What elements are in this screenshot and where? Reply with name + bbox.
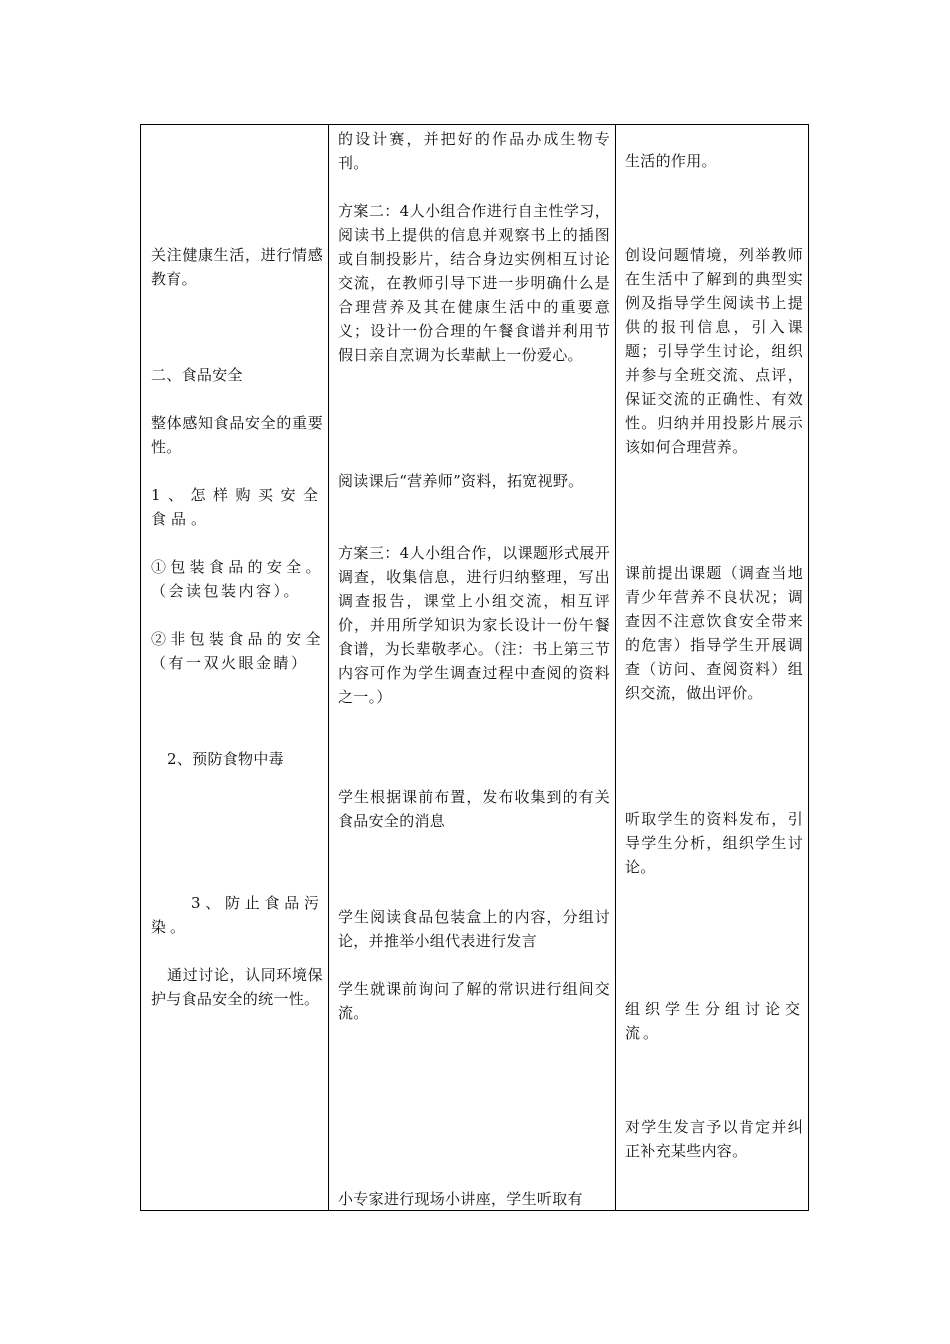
col2-read-nutritionist: 阅读课后“营养师”资料，拓宽视野。: [338, 472, 584, 490]
col1-item-3: 3、防止食品污染。: [151, 894, 323, 936]
col2-expert-lecture: 小专家进行现场小讲座，学生听取有: [338, 1190, 583, 1208]
col2-group-exchange: 学生就课前询问了解的常识进行组间交流。: [338, 980, 610, 1022]
col3-listen-guide: 听取学生的资料发布，引导学生分析，组织学生讨论。: [625, 810, 803, 876]
col3-propose-topic: 课前提出课题（调查当地青少年营养不良状况；调查因不注意饮食安全带来的危害）指导学生开展调查（访问、查阅资料）组织交流，做出评价。: [625, 564, 803, 702]
col3-affirm-correct: 对学生发言予以肯定并纠正补充某些内容。: [625, 1118, 803, 1160]
col1-item-1: 1、怎样购买安全食品。: [151, 486, 323, 528]
lesson-plan-table: [140, 124, 809, 1211]
col3-organize-discussion: 组织学生分组讨论交流。: [625, 1000, 803, 1042]
col2-read-packaging: 学生阅读食品包装盒上的内容，分组讨论，并推举小组代表进行发言: [338, 908, 610, 950]
col2-plan-three: 方案三：4人小组合作，以课题形式展开调查，收集信息，进行归纳整理，写出调查报告，课堂上小组交流，相互评价，并用所学知识为家长设计一份午餐食谱，为长辈敬孝心。（注：书上第三节内容可作为学生调查过程中查阅的资料之一。）: [338, 544, 610, 706]
col2-design-contest: 的设计赛，并把好的作品办成生物专刊。: [338, 130, 610, 172]
col1-item-2: 2、预防食物中毒: [167, 750, 284, 768]
col1-overall-perception: 整体感知食品安全的重要性。: [151, 414, 323, 456]
column-divider-1: [328, 125, 329, 1210]
col3-life-role: 生活的作用。: [625, 152, 717, 170]
col1-packaged-food: ①包装食品的安全。（会读包装内容）。: [151, 558, 323, 600]
col1-goal-emotion: 关注健康生活，进行情感教育。: [151, 246, 323, 288]
col2-publish-news: 学生根据课前布置，发布收集到的有关食品安全的消息: [338, 788, 610, 830]
col2-plan-two: 方案二：4人小组合作进行自主性学习，阅读书上提供的信息并观察书上的插图或自制投影片，结合身边实例相互讨论交流，在教师引导下进一步明确什么是合理营养及其在健康生活中的重要意义；设计一份合理的午餐食谱并利用节假日亲自烹调为长辈献上一份爱心。: [338, 202, 610, 364]
col1-heading-food-safety: 二、食品安全: [151, 366, 243, 384]
column-divider-2: [615, 125, 616, 1210]
col1-discussion-goal: 通过讨论，认同环境保护与食品安全的统一性。: [151, 966, 323, 1008]
col3-create-situation: 创设问题情境，列举教师在生活中了解到的典型实例及指导学生阅读书上提供的报刊信息，引入课题；引导学生讨论，组织并参与全班交流、点评，保证交流的正确性、有效性。归纳并用投影片展示该如何合理营养。: [625, 246, 803, 456]
col1-unpackaged-food: ②非包装食品的安全（有一双火眼金睛）: [151, 630, 323, 672]
